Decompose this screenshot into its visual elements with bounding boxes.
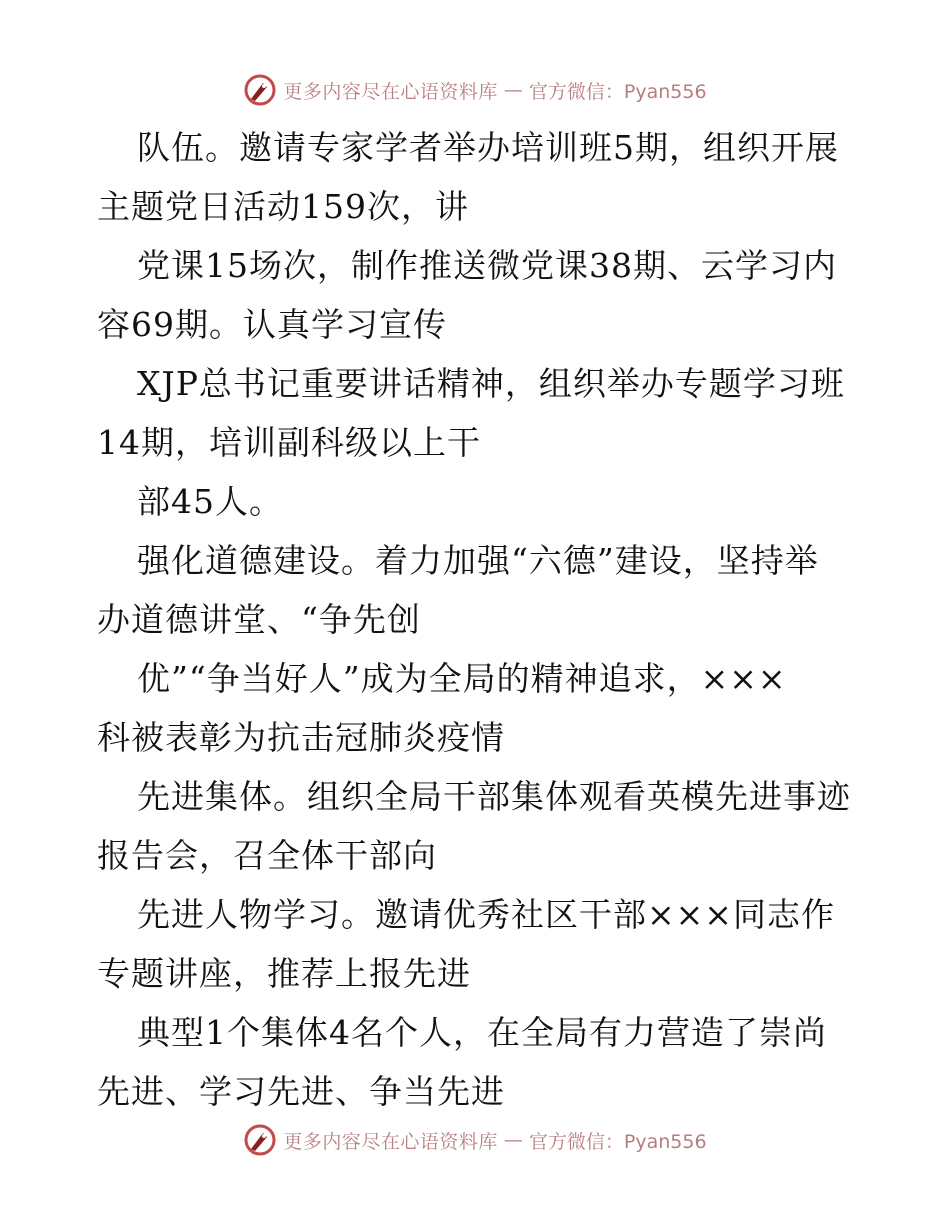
watermark-contact: 官方微信：Pyan556 (528, 1130, 707, 1153)
text-line: 科被表彰为抗击冠肺炎疫情 (97, 718, 505, 757)
watermark-contact: 官方微信：Pyan556 (528, 80, 707, 103)
text-line: 优”“争当好人”成为全局的精神追求，××× (137, 659, 787, 698)
text-line: 队伍。邀请专家学者举办培训班5期，组织开展 (137, 128, 839, 167)
text-line: 专题讲座，推荐上报先进 (97, 954, 471, 993)
watermark-brand: 更多内容尽在心语资料库 (283, 1130, 498, 1153)
text-line: 14期，培训副科级以上干 (97, 423, 481, 462)
text-line: 典型1个集体4名个人，在全局有力营造了崇尚 (137, 1013, 827, 1052)
footer-watermark (0, 1120, 950, 1160)
text-line: 先进集体。组织全局干部集体观看英模先进事迹 (137, 777, 851, 816)
text-line: XJP总书记重要讲话精神，组织举办专题学习班 (137, 364, 845, 403)
pen-nib-circle-icon (243, 1123, 277, 1157)
text-line: 强化道德建设。着力加强“六德”建设，坚持举 (137, 541, 819, 580)
text-line: 党课15场次，制作推送微党课38期、云学习内 (137, 246, 837, 285)
text-line: 容69期。认真学习宣传 (97, 305, 447, 344)
header-watermark (0, 70, 950, 110)
text-line: 部45人。 (137, 482, 283, 521)
pen-nib-circle-icon (243, 73, 277, 107)
text-line: 办道德讲堂、“争先创 (97, 600, 421, 639)
document-body (97, 118, 857, 1121)
watermark-separator: — (503, 1129, 523, 1151)
text-line: 先进人物学习。邀请优秀社区干部×××同志作 (137, 895, 835, 934)
watermark-brand: 更多内容尽在心语资料库 (283, 80, 498, 103)
text-line: 主题党日活动159次，讲 (97, 187, 469, 226)
text-line: 先进、学习先进、争当先进 (97, 1072, 505, 1111)
text-line: 报告会，召全体干部向 (97, 836, 437, 875)
watermark-separator: — (503, 79, 523, 101)
